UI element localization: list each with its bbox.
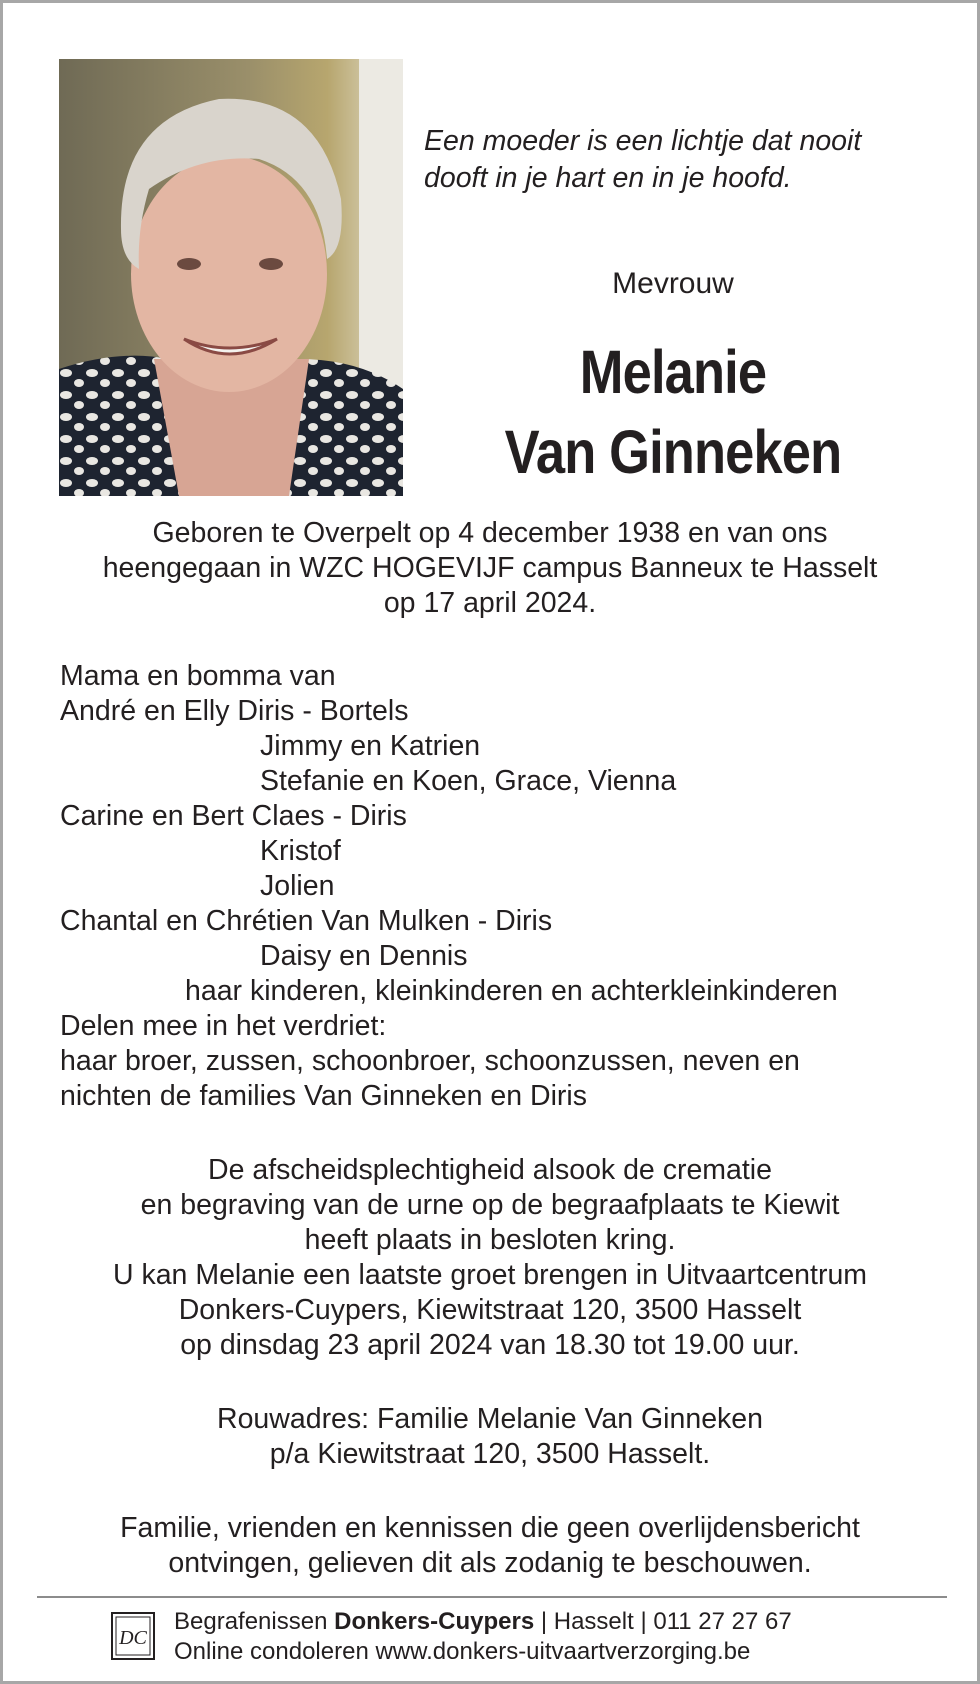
- family-line: Stefanie en Koen, Grace, Vienna: [260, 765, 677, 797]
- salutation: Mevrouw: [612, 267, 734, 300]
- family-line: Delen mee in het verdriet:: [60, 1010, 387, 1042]
- deceased-last-name: Van Ginneken: [504, 418, 842, 486]
- family-line: André en Elly Diris - Bortels: [60, 695, 409, 727]
- statement-line: op 17 april 2024.: [383, 587, 597, 619]
- family-line: Kristof: [260, 835, 341, 867]
- family-line: Carine en Bert Claes - Diris: [60, 800, 407, 832]
- footer-divider: [37, 1596, 947, 1598]
- memorial-quote: [424, 123, 944, 197]
- ceremony-line: U kan Melanie een laatste groet brengen in Uitvaartcentrum: [112, 1259, 868, 1291]
- family-line: nichten de families Van Ginneken en Diris: [60, 1080, 587, 1112]
- family-line: Jolien: [260, 870, 335, 902]
- footer-prefix: Begrafenissen: [174, 1608, 335, 1635]
- ceremony-line: op dinsdag 23 april 2024 van 18.30 tot 19.00 uur.: [180, 1329, 800, 1361]
- footer-line-1: [174, 1607, 792, 1637]
- footer-line-2[interactable]: Online condoleren www.donkers-uitvaartverzorging.be: [174, 1638, 751, 1665]
- ceremony-line: en begraving van de urne op de begraafplaats te Kiewit: [140, 1189, 840, 1221]
- quote-line: dooft in je hart en in je hoofd.: [424, 162, 792, 194]
- footer-info: [174, 1607, 792, 1667]
- deceased-first-name: Melanie: [579, 338, 767, 406]
- ceremony-line: De afscheidsplechtigheid alsook de crematie: [208, 1154, 772, 1186]
- notice: [3, 1511, 977, 1581]
- dc-logo-icon: [110, 1611, 156, 1661]
- family-line: Mama en bomma van: [60, 660, 336, 692]
- ceremony-details: [3, 1153, 977, 1363]
- logo-letters: DC: [119, 1627, 147, 1649]
- family-line: Daisy en Dennis: [260, 940, 468, 972]
- family-line: Chantal en Chrétien Van Mulken - Diris: [60, 905, 553, 937]
- quote-line: Een moeder is een lichtje dat nooit: [424, 125, 862, 157]
- family-line: haar broer, zussen, schoonbroer, schoonzussen, neven en: [60, 1045, 800, 1077]
- ceremony-line: heeft plaats in besloten kring.: [304, 1224, 676, 1256]
- notice-line: Familie, vrienden en kennissen die geen overlijdensbericht: [120, 1512, 860, 1544]
- portrait-image: [59, 59, 403, 496]
- ceremony-line: Donkers-Cuypers, Kiewitstraat 120, 3500 Hasselt: [178, 1294, 802, 1326]
- family-line: haar kinderen, kleinkinderen en achterkleinkinderen: [185, 975, 838, 1007]
- footer-contact: | Hasselt | 011 27 27 67: [534, 1608, 792, 1635]
- mourning-address: [3, 1402, 977, 1472]
- address-line: Rouwadres: Familie Melanie Van Ginneken: [217, 1403, 763, 1435]
- address-line: p/a Kiewitstraat 120, 3500 Hasselt.: [269, 1438, 711, 1470]
- funeral-home-logo: [110, 1611, 156, 1661]
- family-line: Jimmy en Katrien: [260, 730, 481, 762]
- statement-line: Geboren te Overpelt op 4 december 1938 en van ons: [152, 517, 828, 549]
- portrait-photo: [59, 59, 403, 496]
- company-name: Donkers-Cuypers: [334, 1608, 535, 1635]
- statement-line: heengegaan in WZC HOGEVIJF campus Banneux te Hasselt: [102, 552, 878, 584]
- notice-line: ontvingen, gelieven dit als zodanig te beschouwen.: [168, 1547, 812, 1579]
- birth-death-statement: [3, 516, 977, 621]
